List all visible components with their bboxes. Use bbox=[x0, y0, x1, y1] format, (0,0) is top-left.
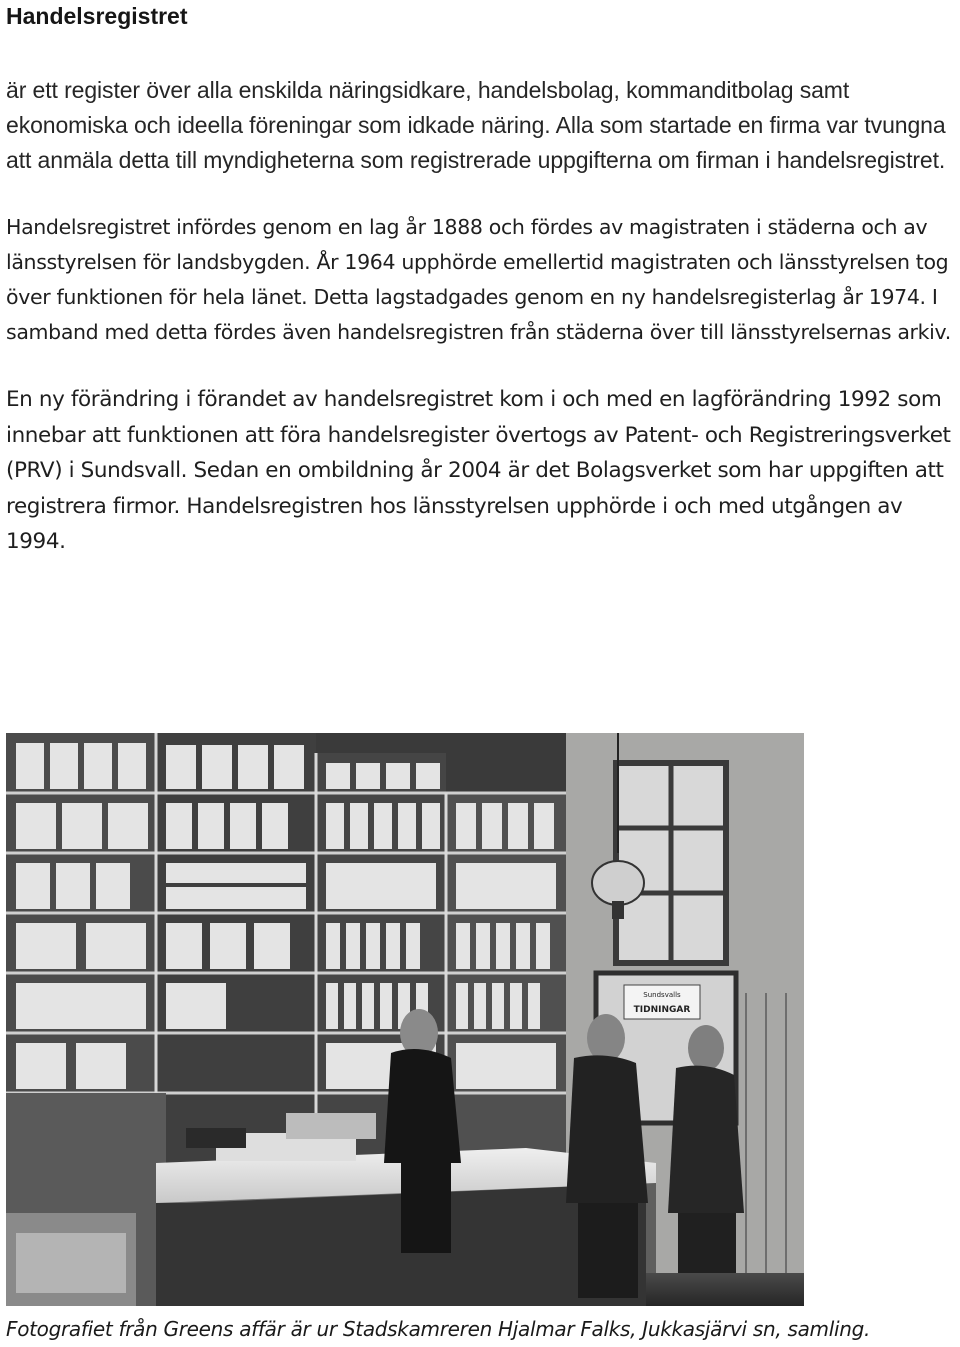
sign-line2: TIDNINGAR bbox=[633, 1005, 691, 1015]
paragraph-history: Handelsregistret infördes genom en lag år 1888 och fördes av magistraten i städerna och av länsstyrelsen för landsbygden. År 1964 upphörde emellertid magistraten och länsstyrelsen tog över funktionen för hela länet. Detta lagstadgades genom en ny handelsregisterlag år 1974. I samband med detta fördes även handelsregistren från städerna över till länsstyrelsernas arkiv. bbox=[6, 215, 951, 344]
sign-line1: Sundsvalls bbox=[643, 991, 681, 999]
paragraph-intro: är ett register över alla enskilda näringsidkare, handelsbolag, kommanditbolag samt ekonomiska och ideella föreningar som idkade näring. Alla som startade en firma var tvungna att anmäla detta till myndigheterna som registrerade uppgifterna om firman i handelsregistret. bbox=[6, 77, 946, 173]
store-interior-photo bbox=[6, 733, 804, 1306]
paragraph-changes: En ny förändring i förandet av handelsregistret kom i och med en lagförändring 1992 som innebar att funktionen att föra handelsregister övertogs av Patent- och Registreringsverket (PRV) i Sundsvall. Sedan en ombildning år 2004 är det Bolagsverket som har uppgiften att registrera firmor. Handelsregistren hos länsstyrelsen upphörde i och med utgången av 1994. bbox=[6, 387, 951, 554]
photo-caption: Fotografiet från Greens affär är ur Stadskamreren Hjalmar Falks, Jukkasjärvi sn, samling. bbox=[6, 1317, 871, 1341]
document-title: Handelsregistret bbox=[6, 3, 188, 29]
document-page bbox=[6, 0, 954, 560]
